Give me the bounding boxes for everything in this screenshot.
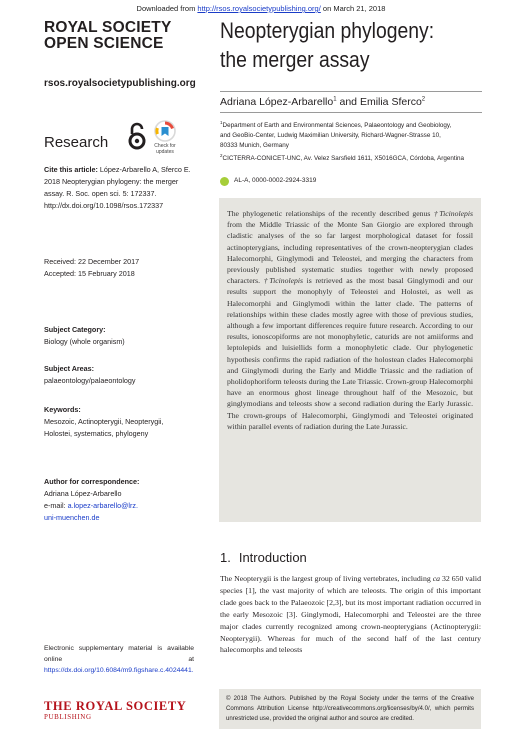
citation-line3: assay. R. Soc. open sci. 5: 172337. [44,189,157,198]
esm-notice [44,643,194,676]
genus-name: †Ticinolepis [433,209,473,218]
article-title [220,16,469,74]
citation-line2: 2018 Neopterygian phylogeny: the merger [44,177,179,186]
citation-line1: López-Arbarello A, Sferco E. [97,165,191,174]
subject-areas-label: Subject Areas: [44,364,95,373]
orcid-id[interactable]: AL-A, 0000-0002-2924-3319 [234,177,317,184]
check-for-updates-icon[interactable] [154,120,176,142]
journal-name-line1: ROYAL SOCIETY [44,19,172,36]
affiliation-2: CICTERRA-CONICET-UNC, Av. Velez Sarsfield 1611, X5016GCA, Córdoba, Argentina [222,155,464,163]
citation-block [44,164,204,212]
received-date: Received: 22 December 2017 [44,257,140,266]
esm-link[interactable]: https://dx.doi.org/10.6084/m9.figshare.c.4024441. [44,667,194,674]
section-number: 1. [220,550,231,565]
citation-label: Cite this article: [44,165,98,174]
publisher-logo-line2: PUBLISHING [44,713,92,721]
genus-name: †Ticinolepis [263,276,303,286]
affiliations: $^1$Department of Earth and Environmental Sciences, Palaeontology and Geobiology, and GeoBio-Center, Ludwig Maximilian University, Richard-Wagner-Strasse 10, 80333 Munich, Germany $^2$CICTERRA-CONICET-UNC, Av. Velez Sarsfield 1611, X5016GCA, Córdoba, Argentina [220,120,464,163]
keywords [44,404,163,440]
subject-category-label: Subject Category: [44,325,106,334]
keywords-label: Keywords: [44,405,81,414]
journal-site[interactable]: rsos.royalsocietypublishing.org [44,78,196,89]
journal-name-line2: OPEN SCIENCE [44,35,164,52]
correspondence: Author for correspondence: Adriana López-Arbarello e-mail: a.lopez-arbarello@lrz. uni-muenchen.de [44,477,140,522]
download-suffix: on March 21, 2018 [320,4,386,13]
author-2: Emilia Sferco [359,96,422,108]
license-notice: © 2018 The Authors. Published by the Royal Society under the terms of the Creative Commons Attribution License http://creativecommons.org/licenses/by/4.0/, which permits unrestricted use, provided the original author and source are credited. [219,689,481,729]
subject-category [44,324,125,348]
dates-block [44,256,139,280]
orcid-icon[interactable] [220,177,229,186]
citation-doi[interactable]: http://dx.doi.org/10.1098/rsos.172337 [44,201,164,210]
affiliation-1-line1: Department of Earth and Environmental Sciences, Palaeontology and Geobiology, [222,122,452,130]
open-access-icon [126,121,148,151]
publisher-logo-line1: THE ROYAL SOCIETY [44,699,187,713]
abstract: The phylogenetic relationships of the recently described genus †Ticinolepis from the Middle Triassic of the Monte San Giorgio are explored through cladistic analyses of the so far largest morphological dataset for fossil actinopterygians, including representatives of the crown-neopterygian clades Halecomorphi, Ginglymodi and Teleostei, and merging the characters from previously published systematic studies together with newly proposed characters. †Ticinolepis is retrieved as the most basal Ginglymodi and our results support the monophyly of Teleostei and Holostei, as well as Halecomorphi and Ginglymodi within the latter clade. The patterns of relationships within these clades mostly agree with those of previous studies, although a few important differences require future research. According to our results, ionoscopiforms are not monophyletic, caturids are not amiiforms and leptolepids and luisiellids form a monophyletic clade. Our phylogenetic hypothesis confirms the rapid radiation of the holostean clades Halecomorphi and Ginglymodi during the Early and Middle Triassic and the radiation of pholidophoriform teleosts during the Late Triassic. Crown-group Halecomorphi have an enormous ghost lineage throughout half of the Mesozoic, but ginglymodians and teleosts show a second radiation during the Early Jurassic. The crown-groups of Halecomorphi, Ginglymodi and Teleostei originated within parallel events of radiation during the Late Jurassic. [219,198,481,522]
section-title: Introduction [238,550,307,565]
section-label: Research [44,134,109,151]
check-for-updates-label: Check for updates [154,143,176,155]
introduction-text: The Neopterygii is the largest group of living vertebrates, including ca 32 650 valid species [1], the vast majority of which are teleosts. The origin of this important clade goes back to the Palaeozoic [2,3], but its most important radiation occurred in the early Mesozoic [3]. Ginglymodi, Halecomorphi and Teleostei are the three major clades currently recognized among crown-neopterygians (Actinopterygii: Neopterygii). Whereas for much of the second half of the last century halecomorphs and teleosts [220,574,481,655]
subject-category-value: Biology (whole organism) [44,337,125,346]
subject-areas [44,363,136,387]
title-line2: the merger assay [220,47,370,72]
download-url-link[interactable]: http://rsos.royalsocietypublishing.org/ [197,4,321,13]
download-prefix: Downloaded from [136,4,198,13]
affiliation-1-line2: and GeoBio-Center, Ludwig Maximilian University, Richard-Wagner-Strasse 10, [220,132,441,140]
title-divider [220,91,482,92]
authors: Adriana López-Arbarello$^1$ and Emilia Sferco$^2$ [220,96,426,108]
keywords-line2: Holostei, systematics, phylogeny [44,429,149,438]
email-link[interactable]: a.lopez-arbarello@lrz. [67,501,138,510]
subject-areas-value: palaeontology/palaeontology [44,376,136,385]
correspondence-name: Adriana López-Arbarello [44,489,122,498]
download-notice [0,4,522,13]
keywords-line1: Mesozoic, Actinopterygii, Neopterygii, [44,417,164,426]
affiliation-1-line3: 80333 Munich, Germany [220,142,289,150]
correspondence-label: Author for correspondence: [44,477,140,486]
email-link-cont[interactable]: uni-muenchen.de [44,513,100,522]
accepted-date: Accepted: 15 February 2018 [44,269,135,278]
authors-divider [220,112,482,113]
section-heading-introduction [220,550,315,565]
esm-text: Electronic supplementary material is available online at [44,645,194,663]
title-line1: Neopterygian phylogeny: [220,18,435,43]
author-1: Adriana López-Arbarello [220,96,334,108]
